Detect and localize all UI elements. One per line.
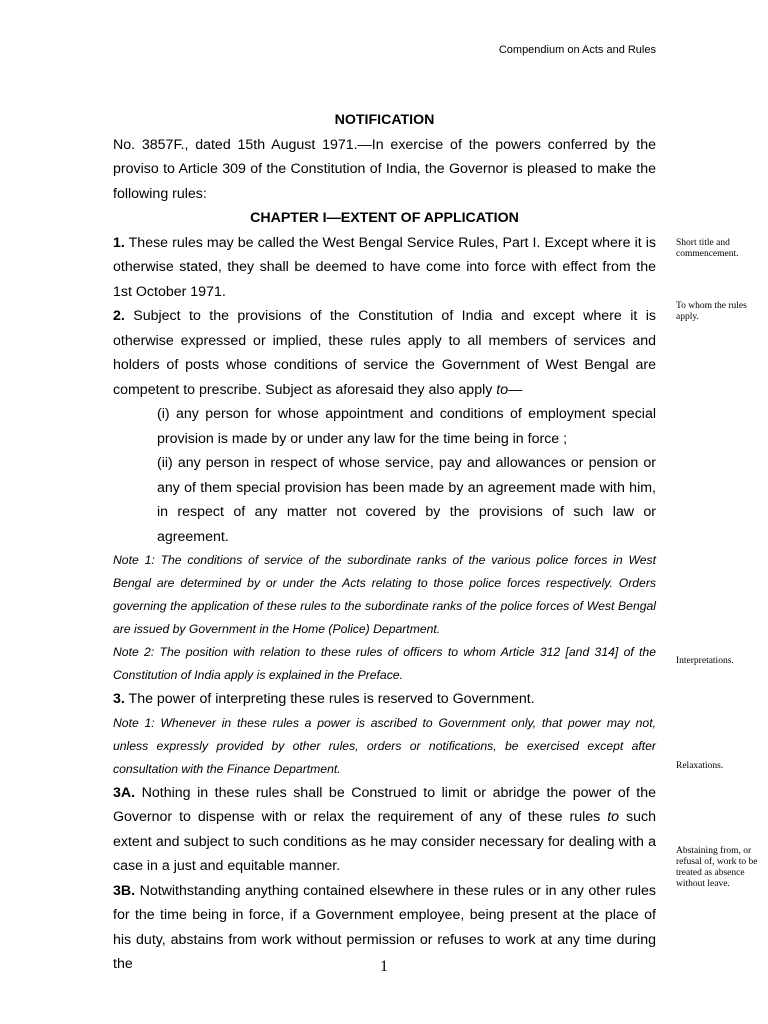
margin-note-interpretations: Interpretations.	[676, 656, 734, 666]
rule-1	[113, 231, 656, 305]
rule-2-text: Subject to the provisions of the Constitution of India and except where it is otherwise expressed or implied, these rules apply to all members of services and holders of posts whose conditions of service the Government of West Bengal are competent to prescribe. Subject as aforesaid they also apply	[113, 308, 656, 398]
rule-2	[113, 304, 656, 402]
rule-3b-number: 3B.	[113, 882, 136, 899]
rule-2-note-1: Note 1: The conditions of service of the subordinate ranks of the various police forces in West Bengal are determined by or under the Acts relating to those police forces respectively. Orders governing the application of these rules to the subordinate ranks of the police forces of West Bengal are issued by Government in the Home (Police) Department.	[113, 553, 656, 636]
chapter-title: CHAPTER I—EXTENT OF APPLICATION	[250, 210, 519, 226]
margin-note-abstaining: Abstaining from, or refusal of, work to be treated as absence without leave.	[676, 846, 758, 889]
rule-3-note-1: Note 1: Whenever in these rules a power is ascribed to Government only, that power may not, unless expressly provided by other rules, orders or notifications, be exercised except after consultation with the Finance Department.	[113, 715, 656, 776]
rule-3a	[113, 781, 656, 879]
margin-note-to-whom: To whom the rules apply.	[676, 301, 747, 322]
rule-2-note-2: Note 2: The position with relation to these rules of officers to whom Article 312 [and 314] of the Constitution of India apply is explained in the Preface.	[113, 645, 656, 682]
document-body	[113, 108, 656, 977]
margin-note-relaxations: Relaxations.	[676, 761, 724, 771]
rule-3	[113, 687, 656, 712]
rule-1-number: 1.	[113, 234, 125, 251]
page-number: 1	[380, 958, 388, 975]
margin-note-short-title: Short title and commencement.	[676, 238, 739, 259]
rule-1-text: These rules may be called the West Bengal Service Rules, Part I. Except where it is otherwise stated, they shall be deemed to have come into force with effect from the 1st October 1971.	[113, 234, 656, 300]
rule-2-number: 2.	[113, 308, 125, 324]
rule-2-dash: —	[508, 381, 523, 398]
notification-text: No. 3857F., dated 15th August 1971.—In exercise of the powers conferred by the proviso to Article 309 of the Constitution of India, the Governor is pleased to make the following rules:	[113, 136, 656, 202]
running-header: Compendium on Acts and Rules	[498, 44, 656, 56]
rule-3b-text: Notwithstanding anything contained elsewhere in these rules or in any other rules for the time being in force, if a Government employee, being present at the place of his duty, abstains from work without permission or refuses to work at any time during the	[113, 882, 656, 972]
rule-3a-text-a: Nothing in these rules shall be Construed to limit or abridge the power of the Governor to dispense with or relax the requirement of any of these rules	[113, 784, 656, 825]
rule-2-item-2: (ii) any person in respect of whose service, pay and allowances or pension or any of them special provision has been made by an agreement made with him, in respect of any matter not covered by the provisions of such law or agreement.	[157, 455, 656, 545]
rule-3-text: The power of interpreting these rules is reserved to Government.	[124, 691, 535, 707]
rule-3a-number: 3A.	[113, 784, 136, 801]
rule-3-number: 3.	[113, 691, 125, 707]
rule-2-item-1: (i) any person for whose appointment and conditions of employment special provision is made by or under any law for the time being in force ;	[157, 406, 656, 447]
notification-title: NOTIFICATION	[334, 112, 435, 128]
rule-3a-to: to	[607, 809, 620, 825]
rule-3a-text-b: such extent and subject to such conditions as he may consider necessary for dealing with a case in a just and equitable manner.	[113, 809, 656, 874]
rule-2-to: to	[496, 381, 509, 398]
